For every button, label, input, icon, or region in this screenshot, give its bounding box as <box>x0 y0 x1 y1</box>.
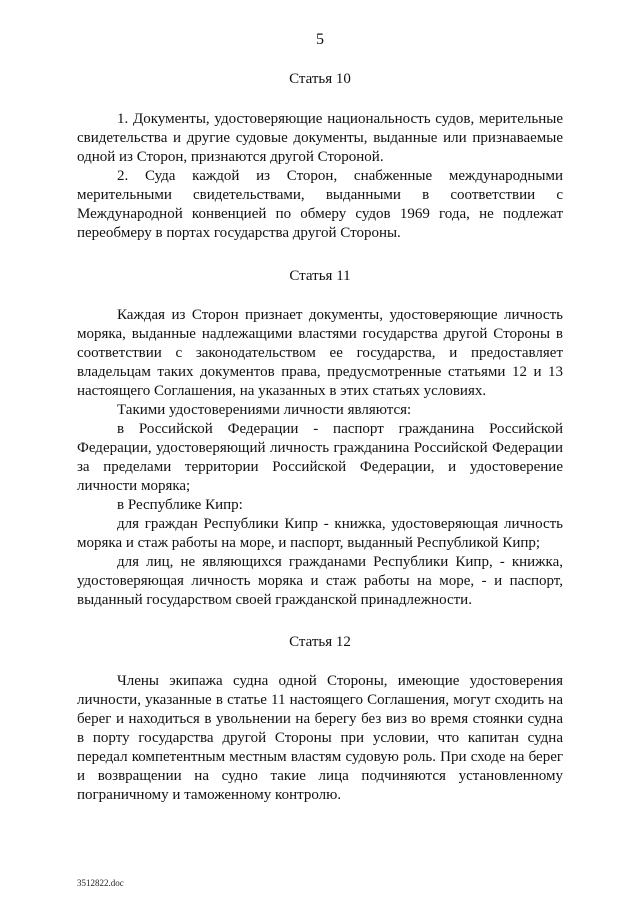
article-11-paragraph-4: в Республике Кипр: <box>117 497 243 513</box>
document-filename: 3512822.doc <box>77 878 124 888</box>
article-10-paragraph-1: 1. Документы, удостоверяющие национальность судов, мерительные свидетельства и другие судовые документы, выданные или признаваемые одной из Сторон, признаются другой Стороной. <box>77 111 563 165</box>
article-12-paragraph-1: Члены экипажа судна одной Стороны, имеющие удостоверения личности, указанные в статье 11 настоящего Соглашения, могут сходить на берег и находиться в увольнении на берегу без виз во время стоянки судна в порту государства другой Стороны при условии, что капитан судна передал компетентным местным властям судовую роль. При сходе на берег и возвращении на судно такие лица подчиняются установленному пограничному и таможенному контролю. <box>77 673 563 803</box>
article-11-paragraph-1: Каждая из Сторон признает документы, удостоверяющие личность моряка, выданные надлежащими властями государства другой Стороны в соответствии с законодательством ее государства, и предоставляет владельцам таких документов права, предусмотренные статьями 12 и 13 настоящего Соглашения, на указанных в этих статьях условиях. <box>77 307 563 399</box>
article-11-paragraph-2: Такими удостоверениями личности являются: <box>117 402 412 418</box>
article-11-paragraph-6: для лиц, не являющихся гражданами Республики Кипр, - книжка, удостоверяющая личность моряка и стаж работы на море, - и паспорт, выданный государством своей гражданской принадлежности. <box>77 554 563 608</box>
article-10-heading: Статья 10 <box>289 71 351 87</box>
article-12-body <box>77 672 563 805</box>
page-number: 5 <box>316 31 324 48</box>
article-11-paragraph-3: в Российской Федерации - паспорт гражданина Российской Федерации, удостоверяющий личность гражданина Российской Федерации за пределами территории Российской Федерации, и удостоверение личности моряка; <box>77 421 563 494</box>
article-10-paragraph-2: 2. Суда каждой из Сторон, снабженные международными мерительными свидетельствами, выданными в соответствии с Международной конвенцией по обмеру судов 1969 года, не подлежат переобмеру в портах государства другой Стороны. <box>77 168 563 241</box>
article-11-paragraph-5: для граждан Республики Кипр - книжка, удостоверяющая личность моряка и стаж работы на море, и паспорт, выданный Республикой Кипр; <box>77 516 563 551</box>
article-10-body <box>77 110 563 243</box>
article-12-heading: Статья 12 <box>289 634 351 650</box>
article-11-heading: Статья 11 <box>289 268 351 284</box>
article-11-body <box>77 306 563 610</box>
